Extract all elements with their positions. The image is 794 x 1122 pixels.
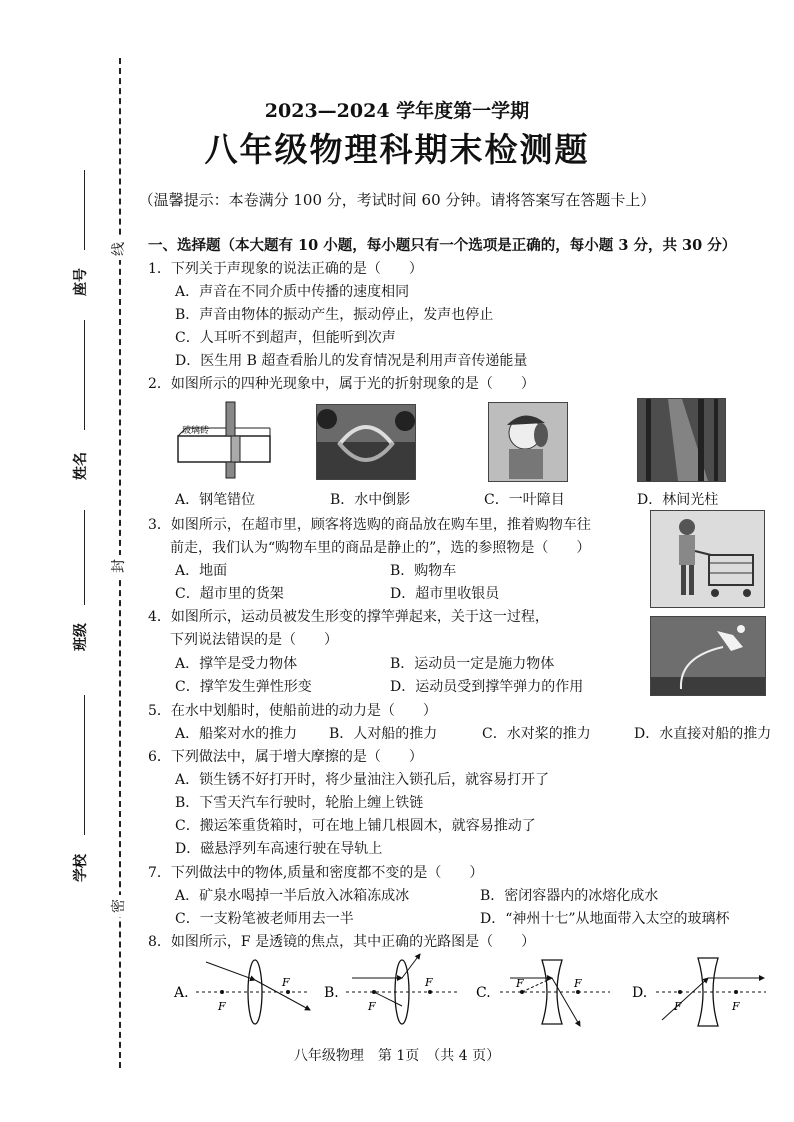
q8-label-c: C. [476,985,491,1001]
q8-b-focus-left: F [368,1000,376,1013]
q3-option-c: C．超市里的货架 [175,586,284,602]
exam-notice: （温馨提示：本卷满分 100 分，考试时间 60 分钟。请将答案写在答题卡上） [138,191,656,209]
q5-option-c: C．水对桨的推力 [482,726,591,742]
seat-number-label: 座号 [73,268,89,296]
q7-option-c: C．一支粉笔被老师用去一半 [175,911,354,927]
q8-stem: 8．如图所示，F 是透镜的焦点，其中正确的光路图是（ ） [148,934,536,950]
q7-option-d: D．“神州十七”从地面带入太空的玻璃杯 [480,911,730,927]
q3-stem-line2: 前走，我们认为“购物车里的商品是静止的”，选的参照物是（ ） [170,540,591,556]
q8-label-d: D. [632,985,648,1001]
exam-year: 2023—2024 学年度第一学期 [264,100,530,122]
q3-option-d: D．超市里收银员 [390,586,500,602]
binding-word-feng: 封 [108,555,130,577]
q8-c-focus-left: F [516,977,524,990]
q4-option-b: B．运动员一定是施力物体 [390,656,555,672]
q2-option-c: C．一叶障目 [484,492,565,508]
binding-word-xian: 线 [108,238,130,260]
q2-option-b: B．水中倒影 [330,492,411,508]
q2-stem: 2．如图所示的四种光现象中，属于光的折射现象的是（ ） [148,376,535,392]
name-blank[interactable] [84,320,85,430]
q4-stem-line1: 4．如图所示，运动员被发生形变的撑竿弹起来，关于这一过程， [148,609,549,625]
q8-b-focus-right: F [425,976,433,989]
q6-option-d: D．磁悬浮列车高速行驶在导轨上 [175,841,383,857]
q3-option-b: B．购物车 [390,563,457,579]
q4-option-d: D．运动员受到撑竿弹力的作用 [390,679,584,695]
q1-option-a: A．声音在不同介质中传播的速度相同 [175,284,410,300]
exam-title: 八年级物理科期末检测题 [204,130,590,169]
q4-figure-pole-vault [650,616,766,696]
q8-d-focus-left: F [674,1000,682,1013]
q1-option-b: B．声音由物体的振动产生，振动停止，发声也停止 [175,307,494,323]
class-label: 班级 [73,623,89,651]
q4-stem-line2: 下列说法错误的是（ ） [170,632,338,648]
q1-option-c: C．人耳听不到超声，但能听到次声 [175,330,396,346]
q2-figure-pen-glass [174,400,274,480]
q3-option-a: A．地面 [175,563,228,579]
page-footer: 八年级物理 第 1页 （共 4 页） [293,1048,501,1064]
q8-c-focus-right: F [574,977,582,990]
q2-figure-forest-light [637,398,726,482]
q4-option-c: C．撑竿发生弹性形变 [175,679,312,695]
q7-option-b: B．密闭容器内的冰熔化成水 [480,888,659,904]
class-blank[interactable] [84,510,85,605]
seat-number-blank[interactable] [84,170,85,250]
q8-d-focus-right: F [732,1000,740,1013]
q2-option-a: A．钢笔错位 [175,492,256,508]
q8-lens-diagrams [170,950,770,1030]
q1-stem: 1．下列关于声现象的说法正确的是（ ） [148,261,423,277]
q6-stem: 6．下列做法中，属于增大摩擦的是（ ） [148,749,423,765]
q5-option-d: D．水直接对船的推力 [634,726,772,742]
q6-option-a: A．锁生锈不好打开时，将少量油注入锁孔后，就容易打开了 [175,772,550,788]
q2-option-d: D．林间光柱 [637,492,719,508]
section-heading: 一、选择题（本大题有 10 小题，每小题只有一个选项是正确的，每小题 3 分，共 30 分） [148,237,737,254]
q3-stem-line1: 3．如图所示，在超市里，顾客将选购的商品放在购车里，推着购物车往 [148,517,591,533]
binding-word-mi: 密 [108,895,130,917]
q8-label-a: A. [174,985,189,1001]
q6-option-b: B．下雪天汽车行驶时，轮胎上缠上铁链 [175,795,424,811]
q5-option-a: A．船桨对水的推力 [175,726,298,742]
school-blank[interactable] [84,695,85,835]
q1-option-d: D．医生用 B 超查看胎儿的发育情况是利用声音传递能量 [175,353,528,369]
school-label: 学校 [73,854,89,882]
q5-option-b: B．人对船的推力 [329,726,438,742]
q8-a-focus-left: F [218,1000,226,1013]
q6-option-c: C．搬运笨重货箱时，可在地上铺几根圆木，就容易推动了 [175,818,536,834]
q8-a-focus-right: F [282,976,290,989]
q7-option-a: A．矿泉水喝掉一半后放入冰箱冻成冰 [175,888,410,904]
q4-option-a: A．撑竿是受力物体 [175,656,298,672]
q2-figure-bridge-reflection [316,404,416,480]
q3-figure-shopping-cart [650,510,765,608]
q8-label-b: B. [324,985,339,1001]
q7-stem: 7．下列做法中的物体,质量和密度都不变的是（ ） [148,865,484,881]
q2-figure-cartoon-leaf [488,402,568,482]
glass-brick-label: 玻璃砖 [182,426,210,436]
q5-stem: 5．在水中划船时，使船前进的动力是（ ） [148,703,437,719]
name-label: 姓名 [73,452,89,480]
